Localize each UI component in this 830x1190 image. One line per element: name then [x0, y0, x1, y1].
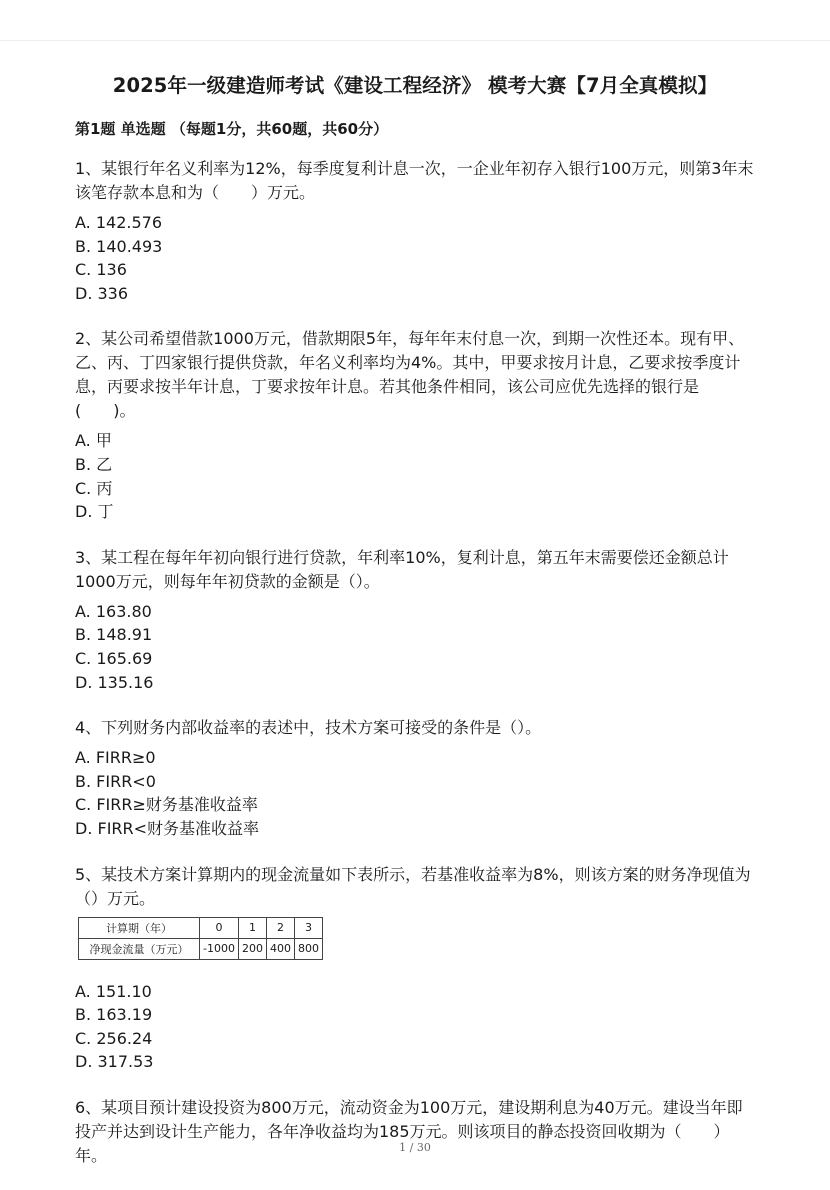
option-c: C. FIRR≥财务基准收益率: [75, 795, 258, 815]
option-c: C. 丙: [75, 478, 113, 498]
table-cell: 1: [238, 917, 266, 938]
question-text: 3、某工程在每年年初向银行进行贷款，年利率10%，复利计息，第五年末需要偿还金额总计1000万元，则每年年初贷款的金额是（）。: [75, 547, 729, 591]
question-4: [75, 716, 755, 840]
question-2: [75, 327, 755, 523]
question-text: 5、某技术方案计算期内的现金流量如下表所示，若基准收益率为8%，则该方案的财务净现值为（）万元。: [75, 864, 751, 908]
question-1: [75, 157, 755, 305]
option-c: C. 256.24: [75, 1028, 153, 1048]
option-d: D. FIRR<财务基准收益率: [75, 818, 260, 838]
question-text: 4、下列财务内部收益率的表述中，技术方案可接受的条件是（）。: [75, 718, 542, 738]
table-cell: 计算期（年）: [79, 917, 200, 938]
cash-flow-table: [78, 917, 323, 960]
table-cell: 0: [200, 917, 239, 938]
option-d: D. 336: [75, 283, 129, 303]
option-a: A. 甲: [75, 431, 112, 451]
question-3: [75, 546, 755, 694]
option-a: A. 142.576: [75, 213, 162, 232]
table-cell: 2: [266, 917, 294, 938]
table-cell: -1000: [200, 938, 239, 959]
option-b: B. FIRR<0: [75, 771, 156, 791]
option-b: B. 140.493: [75, 236, 163, 256]
option-d: D. 丁: [75, 502, 114, 522]
option-c: C. 165.69: [75, 648, 153, 668]
question-text: 6、某项目预计建设投资为800万元，流动资金为100万元，建设期利息为40万元。建设当年即投产并达到设计生产能力，各年净收益均为185万元。则该项目的静态投资回收期为（ ）年。: [75, 1097, 743, 1165]
option-b: B. 163.19: [75, 1005, 153, 1025]
option-a: A. 151.10: [75, 981, 152, 1001]
option-d: D. 135.16: [75, 672, 154, 692]
question-text: 1、某银行年名义利率为12%，每季度复利计息一次，一企业年初存入银行100万元，则第3年末该笔存款本息和为（ ）万元。: [75, 159, 754, 202]
option-a: A. FIRR≥0: [75, 748, 156, 768]
section-title: 第1题 单选题 （每题1分，共60题，共60分）: [75, 120, 389, 138]
document-title: 2025年一级建造师考试《建设工程经济》 模考大赛【7月全真模拟】: [112, 74, 718, 97]
question-text: 2、某公司希望借款1000万元，借款期限5年，每年年末付息一次，到期一次性还本。现有甲、乙、丙、丁四家银行提供贷款，年名义利率均为4%。其中，甲要求按月计息，乙要求按季度计息，丙要求按半年计息，丁要求按年计息。若其他条件相同，该公司应优先选择的银行是( )。: [75, 329, 745, 421]
table-header-row: [79, 917, 323, 938]
page-number: 1 / 30: [399, 1141, 431, 1154]
option-b: B. 乙: [75, 454, 113, 474]
table-cell: 净现金流量（万元）: [79, 938, 200, 959]
question-6: [75, 1096, 755, 1168]
option-b: B. 148.91: [75, 625, 153, 645]
option-c: C. 136: [75, 260, 127, 280]
option-d: D. 317.53: [75, 1052, 154, 1072]
table-cell: 3: [294, 917, 322, 938]
question-list: [75, 157, 755, 1190]
table-cell: 800: [294, 938, 322, 959]
table-row: [79, 938, 323, 959]
option-a: A. 163.80: [75, 601, 152, 621]
question-5: [75, 863, 755, 1074]
table-cell: 200: [238, 938, 266, 959]
table-cell: 400: [266, 938, 294, 959]
